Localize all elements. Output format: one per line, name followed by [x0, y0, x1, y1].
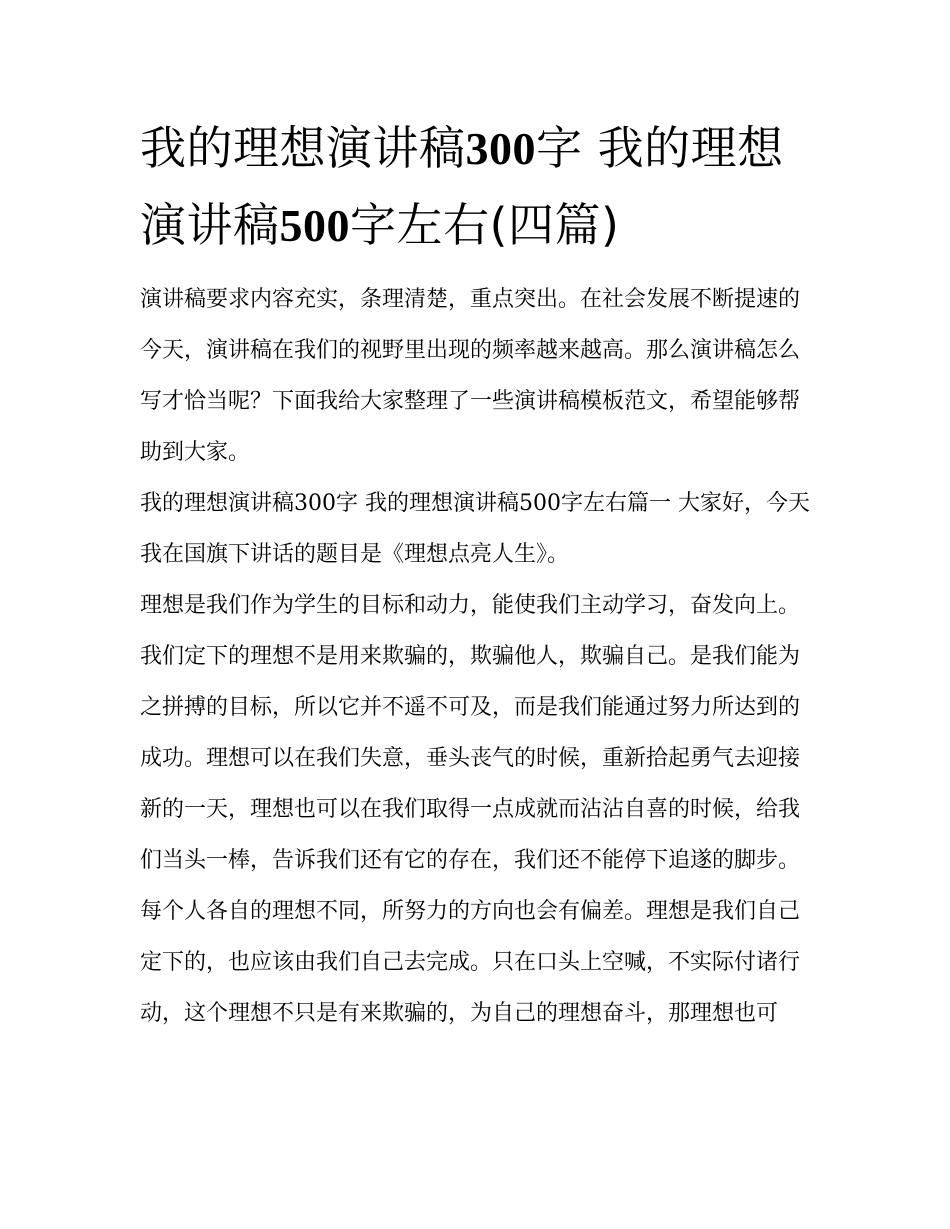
intro-paragraph: 演讲稿要求内容充实，条理清楚，重点突出。在社会发展不断提速的今天，演讲稿在我们的视野里出现的频率越来越高。那么演讲稿怎么写才恰当呢？下面我给大家整理了一些演讲稿模板范文，希望能够帮助到大家。 — [140, 287, 801, 465]
document-title: 我的理想演讲稿300字 我的理想演讲稿500字左右(四篇) — [140, 121, 784, 252]
section-one-heading-paragraph: 我的理想演讲稿300字 我的理想演讲稿500字左右篇一 大家好，今天我在国旗下讲话的题目是《理想点亮人生》。 — [140, 491, 810, 567]
document-page — [140, 110, 812, 1039]
body-paragraph: 理想是我们作为学生的目标和动力，能使我们主动学习，奋发向上。我们定下的理想不是用来欺骗的，欺骗他人，欺骗自己。是我们能为之拼搏的目标，所以它并不遥不可及，而是我们能通过努力所达到的成功。理想可以在我们失意，垂头丧气的时候，重新拾起勇气去迎接新的一天，理想也可以在我们取得一点成就而沾沾自喜的时候，给我们当头一棒，告诉我们还有它的存在，我们还不能停下追遂的脚步。每个人各自的理想不同，所努力的方向也会有偏差。理想是我们自己定下的，也应该由我们自己去完成。只在口头上空喊，不实际付诸行动，这个理想不只是有来欺骗的，为自己的理想奋斗，那理想也可 — [140, 593, 801, 1026]
